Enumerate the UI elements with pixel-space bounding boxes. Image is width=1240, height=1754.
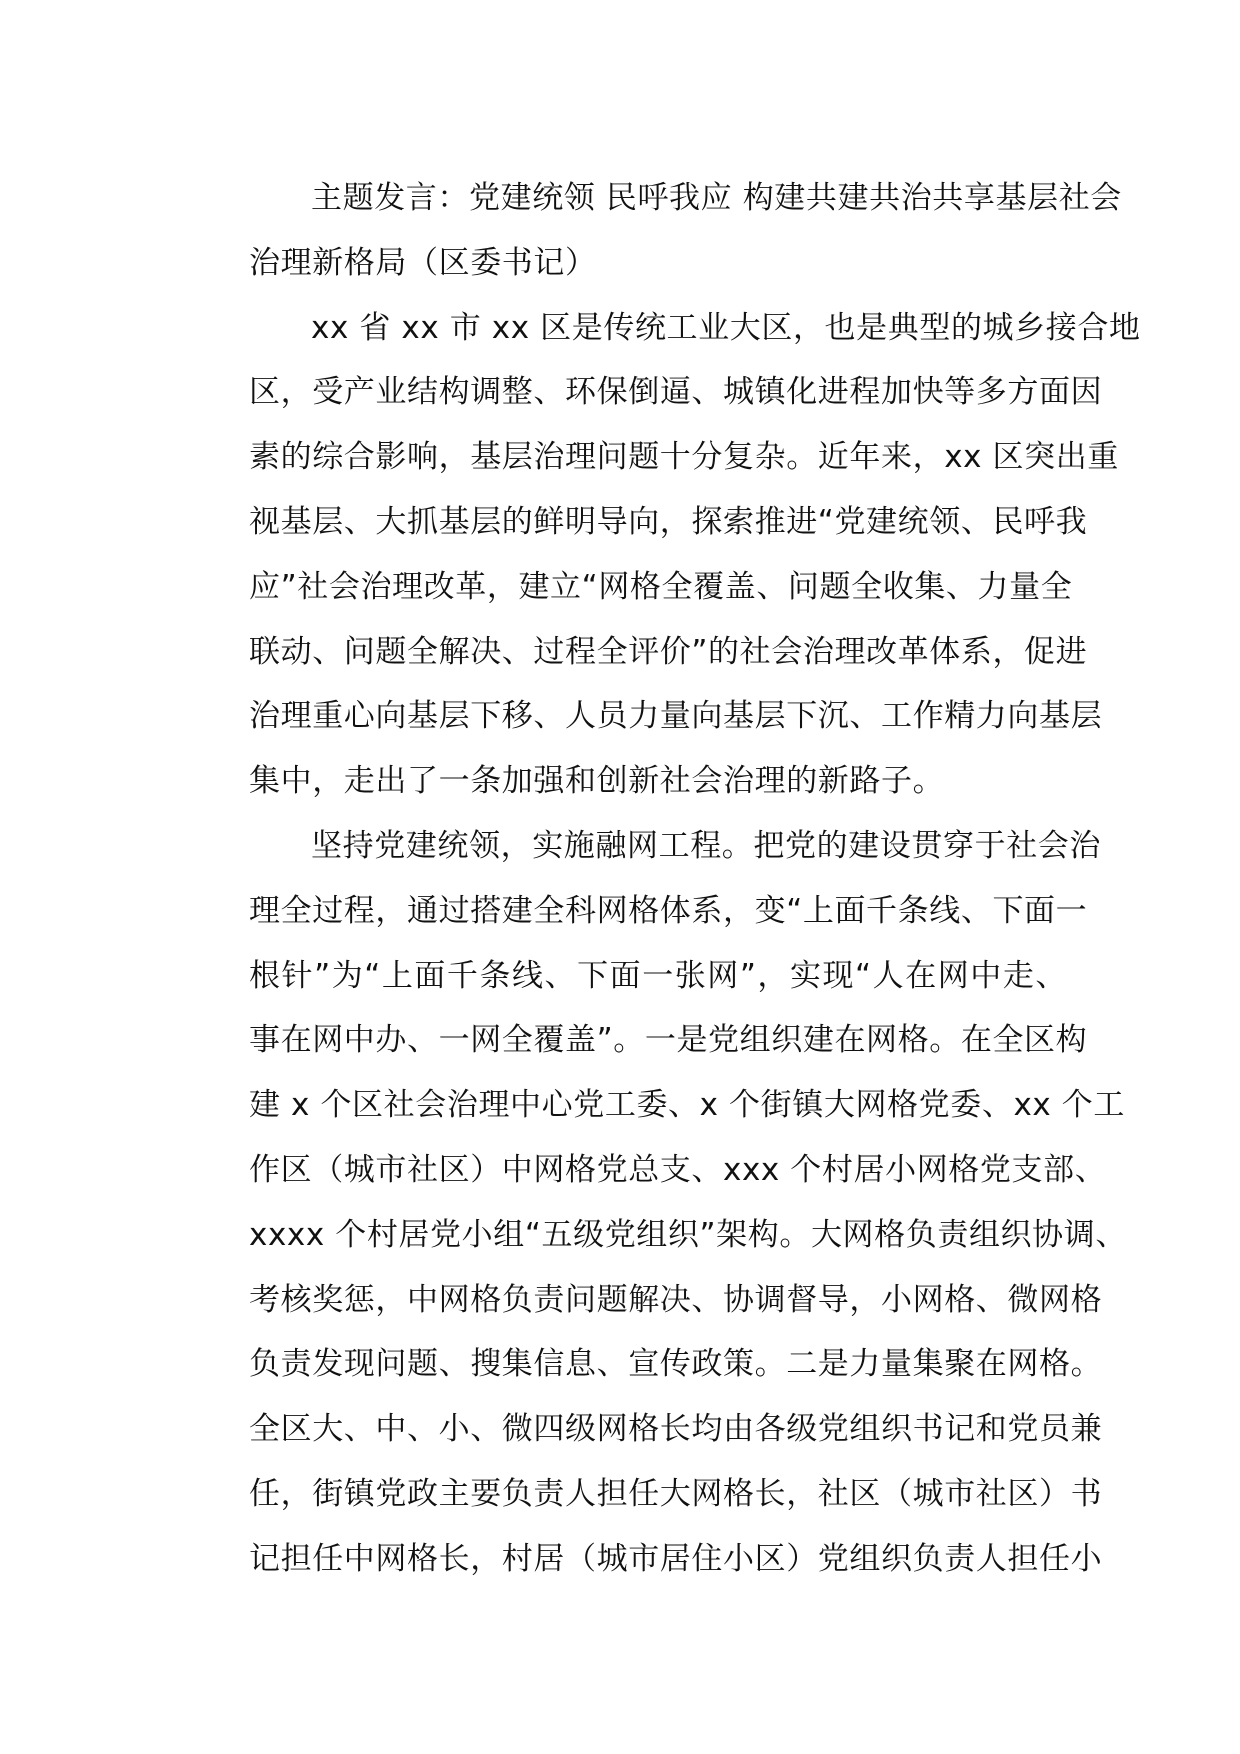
- text-line: 联动、问题全解决、过程全评价”的社会治理改革体系，促进: [249, 633, 1088, 670]
- text-line: 任，街镇党政主要负责人担任大网格长，社区（城市社区）书: [249, 1475, 1103, 1512]
- text-line: 考核奖惩，中网格负责问题解决、协调督导，小网格、微网格: [249, 1281, 1103, 1318]
- text-line: 建 x 个区社会治理中心党工委、x 个街镇大网格党委、xx 个工: [249, 1087, 1125, 1124]
- text-line: 治理新格局（区委书记）: [249, 244, 597, 281]
- text-line: 治理重心向基层下移、人员力量向基层下沉、工作精力向基层: [249, 698, 1103, 735]
- text-line: 记担任中网格长，村居（城市居住小区）党组织负责人担任小: [249, 1540, 1103, 1577]
- text-line: xxxx 个村居党小组“五级党组织”架构。大网格负责组织协调、: [249, 1216, 1127, 1253]
- text-line: 主题发言：党建统领 民呼我应 构建共建共治共享基层社会: [311, 180, 1122, 216]
- text-line: xx 省 xx 市 xx 区是传统工业大区，也是典型的城乡接合地: [311, 309, 1141, 346]
- document-body: [187, 166, 1141, 1592]
- text-line: 集中，走出了一条加强和创新社会治理的新路子。: [249, 763, 945, 800]
- text-line: 全区大、中、小、微四级网格长均由各级党组织书记和党员兼: [249, 1411, 1103, 1448]
- text-line: 根针”为“上面千条线、下面一张网”，实现“人在网中走、: [249, 957, 1067, 994]
- text-line: 区，受产业结构调整、环保倒逼、城镇化进程加快等多方面因: [249, 374, 1103, 411]
- text-line: 应”社会治理改革，建立“网格全覆盖、问题全收集、力量全: [249, 568, 1073, 605]
- text-line: 负责发现问题、搜集信息、宣传政策。二是力量集聚在网格。: [249, 1346, 1103, 1383]
- text-line: 视基层、大抓基层的鲜明导向，探索推进“党建统领、民呼我: [249, 503, 1088, 540]
- paragraph-party-building: [187, 814, 1127, 1592]
- text-line: 坚持党建统领，实施融网工程。把党的建设贯穿于社会治: [311, 827, 1101, 864]
- paragraph-title: [187, 166, 1122, 296]
- text-line: 素的综合影响，基层治理问题十分复杂。近年来，xx 区突出重: [249, 439, 1119, 476]
- text-line: 理全过程，通过搭建全科网格体系，变“上面千条线、下面一: [249, 892, 1088, 929]
- text-line: 作区（城市社区）中网格党总支、xxx 个村居小网格党支部、: [249, 1151, 1107, 1188]
- paragraph-intro: [187, 296, 1141, 814]
- text-line: 事在网中办、一网全覆盖”。一是党组织建在网格。在全区构: [249, 1022, 1088, 1059]
